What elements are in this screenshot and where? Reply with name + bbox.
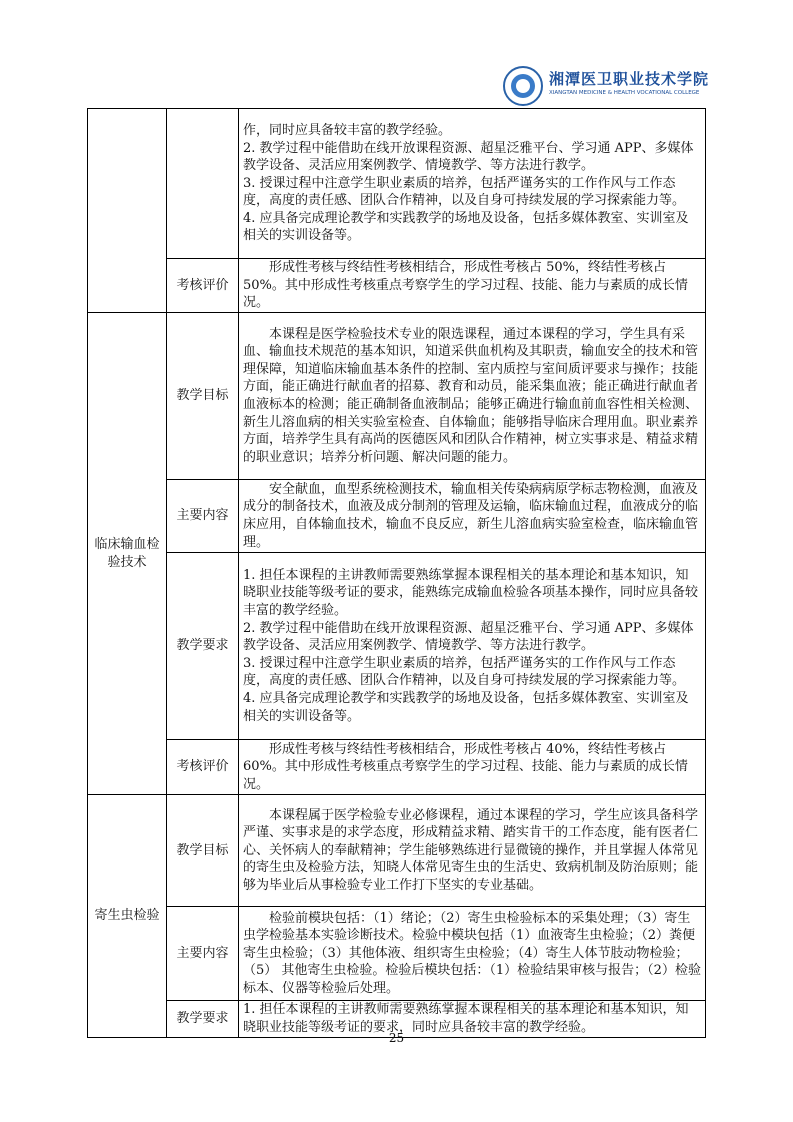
paragraph: 1. 担任本课程的主讲教师需要熟练掌握本课程相关的基本理论和基本知识，知晓职业技能等级考证的要求，同时应具备较丰富的教学经验。 [243, 1002, 689, 1035]
course-name-cell: 临床输血检验技术 [88, 313, 167, 795]
school-emblem-icon [503, 66, 543, 106]
paragraph: 本课程是医学检验技术专业的限选课程，通过本课程的学习，学生具有采血、输血技术规范的基本知识，知道采供血机构及其职责，输血安全的技术和管理保障，知道临床输血基本条件的控制、室内质控与室间质评要求与操作；技能方面，能正确进行献血者的招募、教育和动员，能采集血液；能正确进行献血者血液标本的检测；能正确制备血液制品；能够正确进行输血前血容性相关检测、新生儿溶血病的相关实验室检查、自体输血；能够指导临床合理用血。职业素养方面，培养学生具有高尚的医德医风和团队合作精神，树立实事求是、精益求精的职业意识；培养分析问题、解决问题的能力。 [243, 326, 699, 465]
paragraph: 形成性考核与终结性考核相结合，形成性考核占 40%，终结性考核占 60%。其中形成性考核重点考察学生的学习过程、技能、能力与素质的成长情况。 [243, 741, 688, 792]
row-content-cell [239, 313, 706, 480]
school-logo-header [503, 66, 710, 110]
row-content-cell [239, 109, 706, 259]
row-label-cell: 教学目标 [167, 313, 239, 480]
table-row [88, 480, 706, 553]
paragraph: 检验前模块包括：（1）绪论；（2）寄生虫检验标本的采集处理；（3）寄生虫学检验基本实验诊断技术。检验中模块包括（1）血液寄生虫检验；（2）粪便寄生虫检验；（3）其他体液、组织寄生虫检验；（4）寄生人体节肢动物检验；（5） 其他寄生虫检验。检验后模块包括：（1）检验结果审核与报告；（2）检验标本、仪器等检验后处理。 [243, 910, 701, 996]
row-content-cell [239, 480, 706, 553]
row-content-cell [239, 907, 706, 1001]
table-row [88, 259, 706, 313]
course-table [87, 108, 706, 1038]
table-row [88, 795, 706, 907]
row-content-cell [239, 259, 706, 313]
paragraph: 形成性考核与终结性考核相结合，形成性考核占 50%，终结性考核占 50%。其中形成性考核重点考察学生的学习过程、技能、能力与素质的成长情况。 [243, 260, 688, 311]
page-number: 25 [388, 1031, 405, 1045]
paragraph: 2. 教学过程中能借助在线开放课程资源、超星泛雅平台、学习通 APP、多媒体教学设备、灵活应用案例教学、情境教学、等方法进行教学。 [243, 140, 694, 174]
row-content-cell [239, 795, 706, 907]
row-label-cell [167, 109, 239, 259]
table-row [88, 740, 706, 795]
table-row [88, 553, 706, 740]
row-label-cell: 考核评价 [167, 740, 239, 795]
paragraph: 本课程属于医学检验专业必修课程，通过本课程的学习，学生应该具备科学严谨、实事求是的求学态度，形成精益求精、踏实肯干的工作态度，能有医者仁心、关怀病人的奉献精神；学生能够熟练进行显微镜的操作，并且掌握人体常见的寄生虫及检验方法，知晓人体常见寄生虫的生活史、致病机制及防治原则；能够为毕业后从事检验专业工作打下坚实的专业基础。 [243, 807, 699, 893]
row-label-cell: 教学目标 [167, 795, 239, 907]
paragraph: 2. 教学过程中能借助在线开放课程资源、超星泛雅平台、学习通 APP、多媒体教学设备、灵活应用案例教学、情境教学、等方法进行教学。 [243, 620, 694, 654]
row-label-cell: 考核评价 [167, 259, 239, 313]
row-content-cell [239, 553, 706, 740]
paragraph: 4. 应具备完成理论教学和实践教学的场地及设备，包括多媒体教室、实训室及相关的实训设备等。 [243, 690, 689, 724]
paragraph: 安全献血，血型系统检测技术，输血相关传染病病原学标志物检测，血液及成分的制备技术，血液及成分制剂的管理及运输，临床输血过程，血液成分的临床应用，自体输血技术，输血不良反应，新生儿溶血病实验室检查，临床输血管理。 [243, 481, 699, 550]
row-label-cell: 教学要求 [167, 553, 239, 740]
course-name-cell [88, 109, 167, 313]
table-row [88, 313, 706, 480]
paragraph: 4. 应具备完成理论教学和实践教学的场地及设备，包括多媒体教室、实训室及相关的实训设备等。 [243, 210, 689, 244]
table-row [88, 907, 706, 1001]
row-label-cell: 教学要求 [167, 1001, 239, 1038]
paragraph: 3. 授课过程中注意学生职业素质的培养，包括严谨务实的工作作风与工作态度，高度的责任感、团队合作精神，以及自身可持续发展的学习探索能力等。 [243, 655, 686, 689]
table-row [88, 109, 706, 259]
row-content-cell [239, 740, 706, 795]
row-label-cell: 主要内容 [167, 480, 239, 553]
paragraph: 作，同时应具备较丰富的教学经验。 [243, 122, 452, 138]
paragraph: 3. 授课过程中注意学生职业素质的培养，包括严谨务实的工作作风与工作态度，高度的责任感、团队合作精神，以及自身可持续发展的学习探索能力等。 [243, 175, 686, 209]
school-name-en: XIANGTAN MEDICINE & HEALTH VOCATIONAL COLLEGE [549, 90, 700, 96]
row-label-cell: 主要内容 [167, 907, 239, 1001]
paragraph: 1. 担任本课程的主讲教师需要熟练掌握本课程相关的基本理论和基本知识，知晓职业技能等级考证的要求，能熟练完成输血检验各项基本操作，同时应具备较丰富的教学经验。 [243, 567, 699, 619]
school-name: 湘潭医卫职业技术学院 [549, 70, 710, 88]
course-name-cell: 寄生虫检验 [88, 795, 167, 1038]
